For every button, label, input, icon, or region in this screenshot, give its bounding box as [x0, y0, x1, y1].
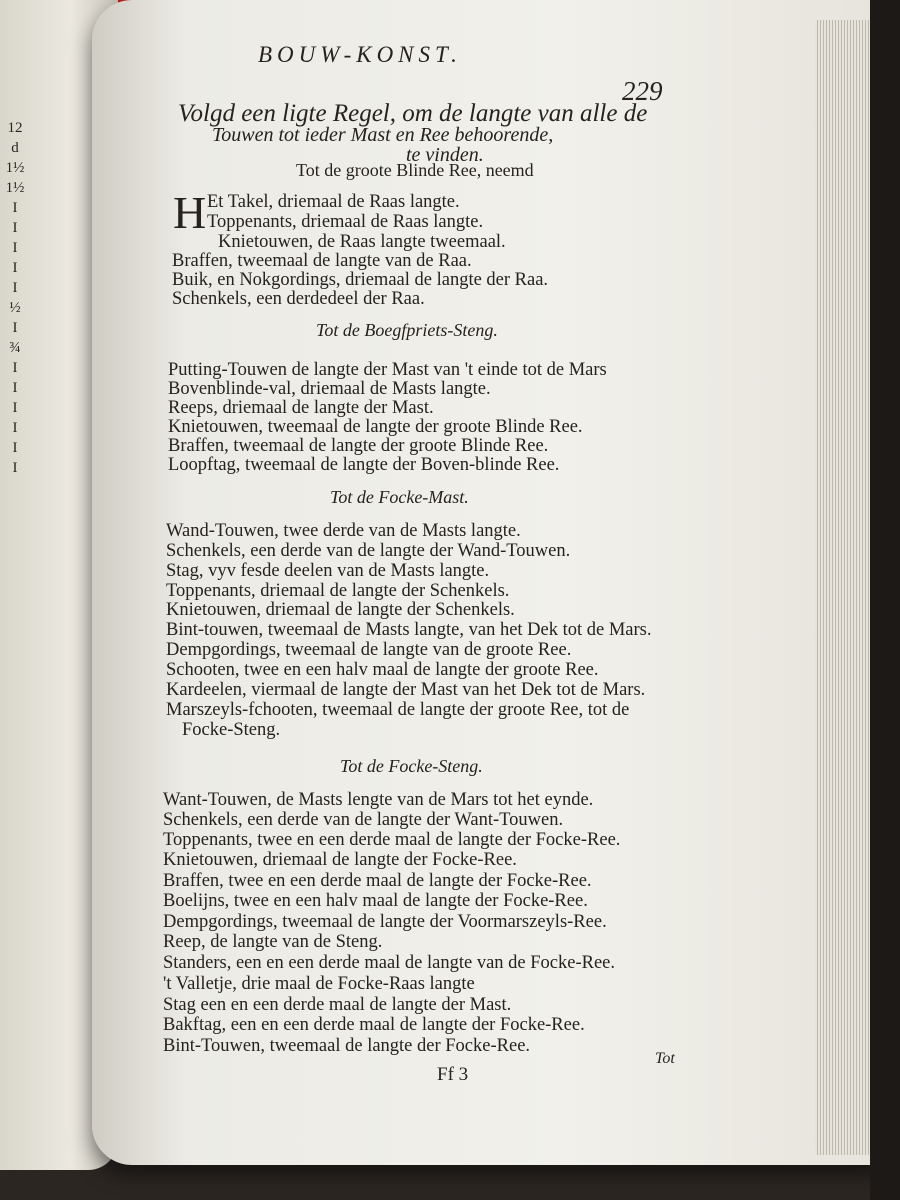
text-line: Buik, en Nokgordings, driemaal de langte der Raa.	[172, 270, 549, 290]
margin-mark: 1½	[5, 160, 25, 176]
text-line: Bovenblinde-val, driemaal de Masts langte.	[168, 379, 491, 399]
text-line: Dempgordings, tweemaal de langte van de groote Ree.	[166, 640, 572, 660]
margin-mark: I	[12, 380, 18, 396]
margin-mark: 1½	[5, 180, 25, 196]
margin-mark: ¾	[9, 340, 21, 356]
section-heading: Tot de Focke-Steng.	[340, 756, 483, 776]
margin-mark: I	[12, 420, 18, 436]
margin-mark: I	[12, 360, 18, 376]
text-line: Boelijns, twee en een halv maal de langte der Focke-Ree.	[163, 891, 588, 911]
text-line: Focke-Steng.	[182, 720, 281, 740]
text-line: Knietouwen, driemaal de langte der Schenkels.	[166, 600, 515, 620]
text-line: Loopftag, tweemaal de langte der Boven-blinde Ree.	[168, 455, 560, 475]
catchword: Tot	[655, 1050, 675, 1067]
text-line: Braffen, tweemaal de langte van de Raa.	[172, 251, 472, 271]
margin-mark: d	[11, 140, 19, 156]
margin-mark: I	[12, 400, 18, 416]
text-line: Toppenants, driemaal de Raas langte.	[207, 212, 484, 232]
section-heading: Tot de Boegfpriets-Steng.	[316, 320, 498, 340]
margin-mark: I	[12, 440, 18, 456]
text-line: Reeps, driemaal de langte der Mast.	[168, 398, 434, 418]
text-line: Bint-Touwen, tweemaal de langte der Focke-Ree.	[163, 1036, 531, 1056]
text-line: Bakftag, een en een derde maal de langte der Focke-Ree.	[163, 1015, 585, 1035]
text-line: Schenkels, een derde van de langte der Want-Touwen.	[163, 810, 564, 830]
margin-mark: I	[12, 320, 18, 336]
text-line: Marszeyls-fchooten, tweemaal de langte der groote Ree, tot de	[166, 700, 630, 720]
text-line: Braffen, twee en een derde maal de langte der Focke-Ree.	[163, 871, 592, 891]
text-line: Stag, vyv fesde deelen van de Masts langte.	[166, 561, 490, 581]
text-line: Toppenants, driemaal de langte der Schenkels.	[166, 581, 510, 601]
text-line: 't Valletje, drie maal de Focke-Raas langte	[163, 974, 475, 994]
signature-mark: Ff 3	[437, 1064, 469, 1085]
left-page-margin-marks	[4, 118, 26, 478]
margin-mark: I	[12, 460, 18, 476]
text-line: Braffen, tweemaal de langte der groote Blinde Ree.	[168, 436, 549, 456]
text-line: Wand-Touwen, twee derde van de Masts langte.	[166, 521, 521, 541]
text-line: Putting-Touwen de langte der Mast van 't einde tot de Mars	[168, 360, 607, 380]
text-line: Want-Touwen, de Masts lengte van de Mars tot het eynde.	[163, 790, 594, 810]
text-line: Schenkels, een derde van de langte der Wand-Touwen.	[166, 541, 571, 561]
section-heading: Tot de Focke-Mast.	[330, 487, 469, 507]
running-head: BOUW-KONST.	[258, 42, 462, 67]
margin-mark: I	[12, 200, 18, 216]
text-line: Kardeelen, viermaal de langte der Mast van het Dek tot de Mars.	[166, 680, 646, 700]
drop-cap: H	[173, 187, 207, 238]
margin-mark: ½	[9, 300, 21, 316]
margin-mark: I	[12, 240, 18, 256]
margin-mark: 12	[7, 120, 23, 136]
margin-mark: I	[12, 280, 18, 296]
title-line-3: te vinden.	[406, 144, 484, 166]
text-line: Knietouwen, driemaal de langte der Focke-Ree.	[163, 850, 517, 870]
text-line: Standers, een en een derde maal de langte van de Focke-Ree.	[163, 953, 616, 973]
text-line: Knietouwen, de Raas langte tweemaal.	[218, 232, 506, 252]
text-line: Et Takel, driemaal de Raas langte.	[207, 192, 460, 212]
text-line: Bint-touwen, tweemaal de Masts langte, van het Dek tot de Mars.	[166, 620, 652, 640]
text-line: Reep, de langte van de Steng.	[163, 932, 383, 952]
text-line: Schooten, twee en een halv maal de langte der groote Ree.	[166, 660, 599, 680]
page-number: 229	[622, 76, 663, 106]
text-line: Knietouwen, tweemaal de langte der groote Blinde Ree.	[168, 417, 583, 437]
section-heading: Tot de groote Blinde Ree, neemd	[296, 160, 534, 180]
text-line: Dempgordings, tweemaal de langte der Voormarszeyls-Ree.	[163, 912, 607, 932]
dark-background-right	[870, 0, 900, 1200]
text-line: Toppenants, twee en een derde maal de langte der Focke-Ree.	[163, 830, 621, 850]
margin-mark: I	[12, 220, 18, 236]
title-line-2: Touwen tot ieder Mast en Ree behoorende,	[212, 124, 554, 146]
text-line: Schenkels, een derdedeel der Raa.	[172, 289, 425, 309]
title-line-1: Volgd een ligte Regel, om de langte van alle de	[178, 100, 648, 127]
text-line: Stag een en een derde maal de langte der Mast.	[163, 995, 512, 1015]
margin-mark: I	[12, 260, 18, 276]
